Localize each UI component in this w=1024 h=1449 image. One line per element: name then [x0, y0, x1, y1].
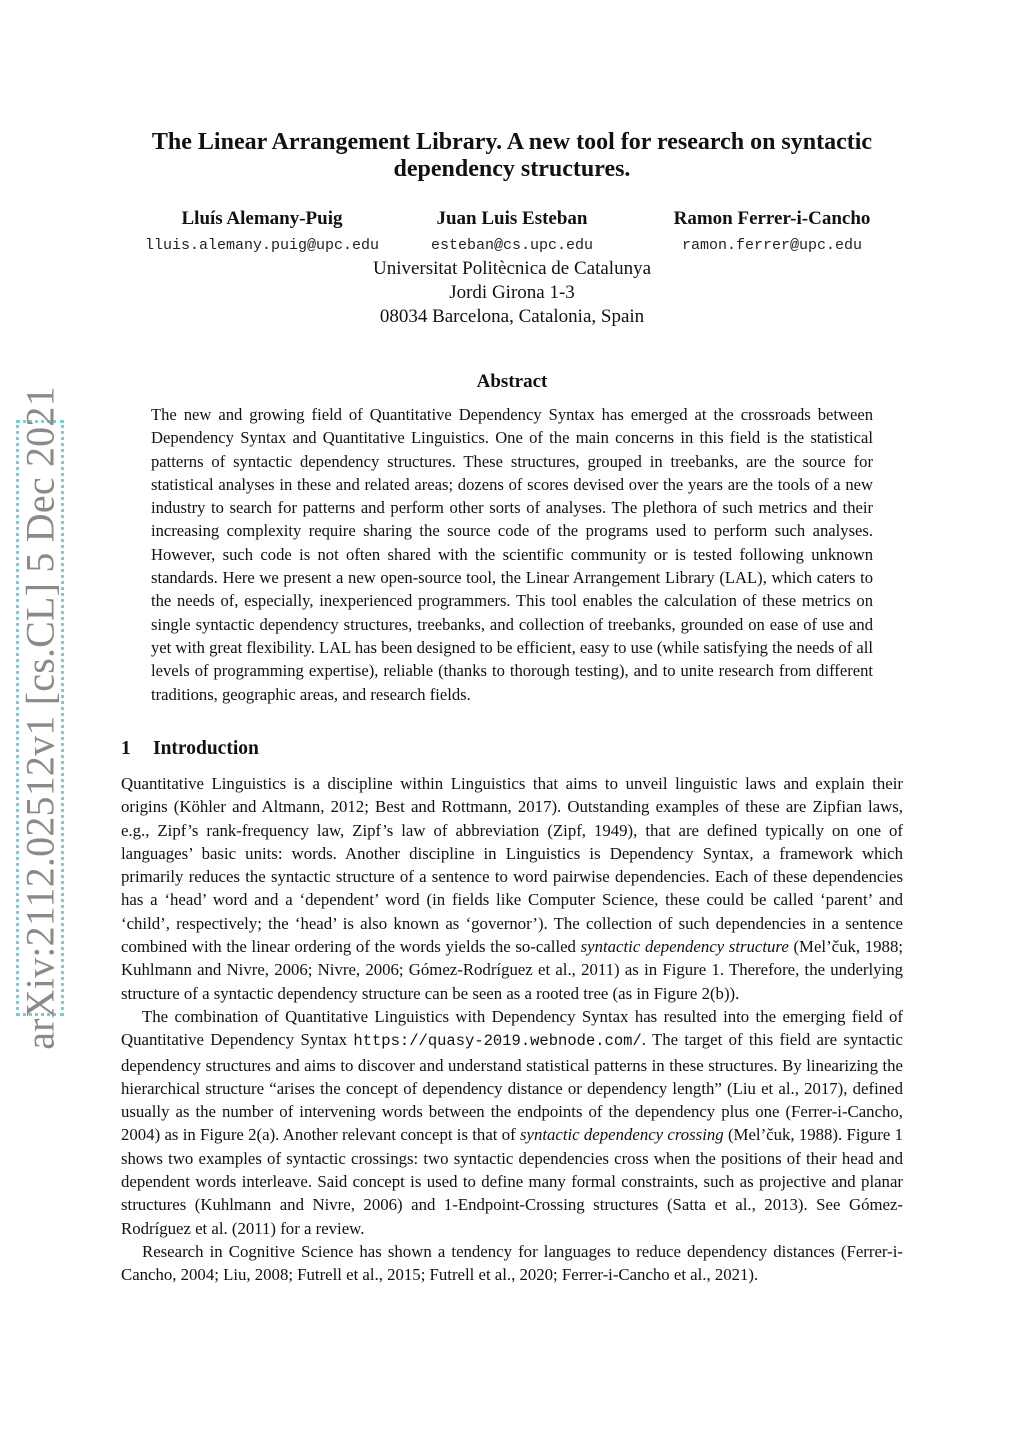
- introduction-body: [121, 772, 903, 1287]
- section-number: 1: [121, 738, 131, 759]
- author-email-2[interactable]: esteban@cs.upc.edu: [430, 237, 594, 254]
- affiliation-university: Universitat Politècnica de Catalunya: [372, 258, 652, 279]
- abstract-heading: Abstract: [476, 371, 548, 392]
- author-name-1: Lluís Alemany-Puig: [181, 208, 343, 229]
- author-email-1[interactable]: lluis.alemany.puig@upc.edu: [144, 237, 380, 254]
- author-name-3: Ramon Ferrer-i-Cancho: [673, 208, 871, 229]
- affiliation-street: Jordi Girona 1-3: [449, 282, 575, 303]
- paragraph-1: Quantitative Linguistics is a discipline within Linguistics that aims to unveil linguistic laws and explain their origins (Köhler and Altmann, 2012; Best and Rottmann, 2017). Outstanding examples of these are Zipfian laws, e.g., Zipf’s rank-frequency law, Zipf’s law of abbreviation (Zipf, 1949), that are defined typically on one of languages’ basic units: words. Another discipline in Linguistics is Dependency Syntax, a framework which primarily reduces the syntactic structure of a sentence to word pairwise dependencies. Each of these dependencies has a ‘head’ word and a ‘dependent’ word (in fields like Computer Science, these could be called ‘parent’ and ‘child’, respectively; the ‘head’ is also known as ‘governor’). The collection of such dependencies in a sentence combined with the linear ordering of the words yields the so-called syntactic dependency structure (Mel’čuk, 1988; Kuhlmann and Nivre, 2006; Nivre, 2006; Gómez-Rodríguez et al., 2011) as in Figure 1. Therefore, the underlying structure of a syntactic dependency structure can be seen as a rooted tree (as in Figure 2(b)).: [121, 774, 904, 1003]
- abstract-text: The new and growing field of Quantitative Dependency Syntax has emerged at the crossroads between Dependency Syntax and Quantitative Linguistics. One of the main concerns in this field is the statistical patterns of syntactic dependency structures. These structures, grouped in treebanks, are the source for statistical analyses in these and related areas; dozens of scores devised over the years are the tools of a new industry to search for patterns and perform other sorts of analyses. The plethora of such metrics and their increasing complexity require sharing the source code of the programs used to perform such analyses. However, such code is not often shared with the scientific community or is tested following unknown standards. Here we present a new open-source tool, the Linear Arrangement Library (LAL), which caters to the needs of, especially, inexperienced programmers. This tool enables the calculation of these metrics on single syntactic dependency structures, treebanks, and collection of treebanks, grounded on ease of use and yet with great flexibility. LAL has been designed to be efficient, easy to use (while satisfying the needs of all levels of programming expertise), reliable (thanks to thorough testing), and to unite research from different traditions, geographic areas, and research fields.: [151, 405, 873, 704]
- section-heading-introduction: [121, 738, 259, 760]
- term-syntactic-dependency-crossing: syntactic dependency crossing: [519, 1125, 724, 1145]
- paragraph-3: Research in Cognitive Science has shown a tendency for languages to reduce dependency distances (Ferrer-i-Cancho, 2004; Liu, 2008; Futrell et al., 2015; Futrell et al., 2020; Ferrer-i-Cancho et al., 2021).: [121, 1241, 903, 1285]
- arxiv-identifier[interactable]: arXiv:2112.02512v1 [cs.CL] 5 Dec 2021: [17, 386, 63, 1050]
- quasy-url-link[interactable]: https://quasy-2019.webnode.com/: [353, 1032, 642, 1051]
- paragraph-2: The combination of Quantitative Linguistics with Dependency Syntax has resulted into the emerging field of Quantitative Dependency Syntax https://quasy-2019.webnode.com/. The target of this field are syntactic dependency structures and aims to discover and understand statistical patterns in these structures. By linearizing the hierarchical structure “arises the concept of dependency distance or dependency length” (Liu et al., 2017), defined usually as the number of intervening words between the endpoints of the dependency plus one (Ferrer-i-Cancho, 2004) as in Figure 2(a). Another relevant concept is that of syntactic dependency crossing (Mel’čuk, 1988). Figure 1 shows two examples of syntactic crossings: two syntactic dependencies cross when the positions of their head and dependent words interleave. Said concept is used to define many formal constraints, such as projective and planar structures (Kuhlmann and Nivre, 2006) and 1-Endpoint-Crossing structures (Satta et al., 2013). See Gómez-Rodríguez et al. (2011) for a review.: [121, 1006, 904, 1238]
- term-syntactic-dependency-structure: syntactic dependency structure: [580, 937, 789, 957]
- affiliation-city: 08034 Barcelona, Catalonia, Spain: [379, 306, 645, 327]
- paper-title: The Linear Arrangement Library. A new tool for research on syntactic dependency structures.: [151, 129, 873, 182]
- author-name-2: Juan Luis Esteban: [436, 208, 588, 229]
- section-title: Introduction: [153, 738, 259, 759]
- author-email-3[interactable]: ramon.ferrer@upc.edu: [681, 237, 863, 254]
